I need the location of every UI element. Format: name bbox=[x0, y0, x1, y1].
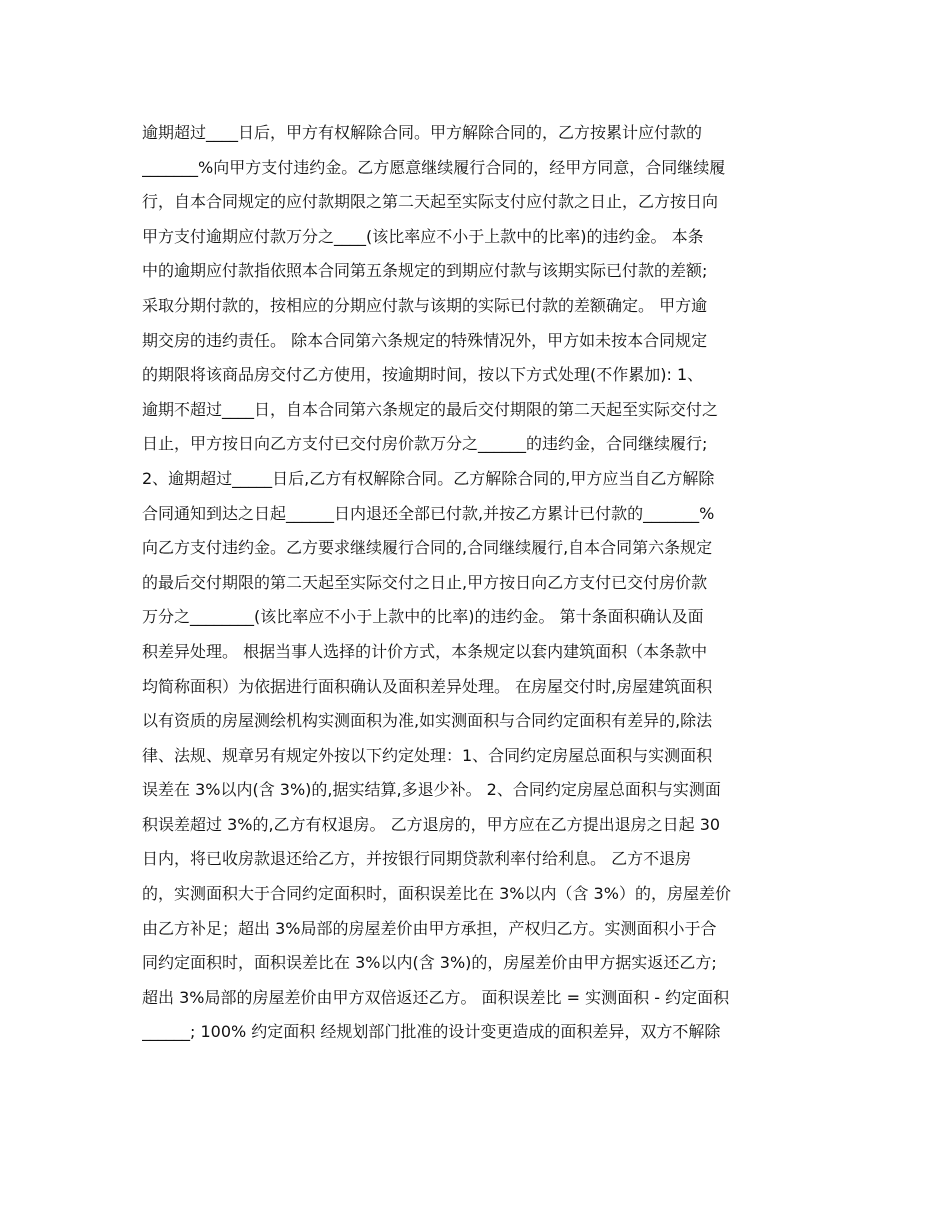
text-line: 日内，将已收房款退还给乙方，并按银行同期贷款利率付给利息。 乙方不退房 bbox=[142, 849, 692, 869]
text-line: 积差异处理。 根据当事人选择的计价方式，本条规定以套内建筑面积（本条款中 bbox=[142, 641, 708, 661]
text-line: 以有资质的房屋测绘机构实测面积为准,如实测面积与合同约定面积有差异的,除法 bbox=[142, 711, 713, 731]
text-line: 日止，甲方按日向乙方支付已交付房价款万分之______的违约金，合同继续履行; bbox=[142, 434, 708, 454]
text-line: 的期限将该商品房交付乙方使用，按逾期时间，按以下方式处理(不作累加): 1、 bbox=[142, 365, 704, 385]
text-line: 行，自本合同规定的应付款期限之第二天起至实际支付应付款之日止，乙方按日向 bbox=[142, 192, 719, 212]
contract-text-body bbox=[142, 116, 814, 1050]
text-line: 期交房的违约责任。 除本合同第六条规定的特殊情况外，甲方如未按本合同规定 bbox=[142, 330, 708, 350]
text-line: 采取分期付款的，按相应的分期应付款与该期的实际已付款的差额确定。 甲方逾 bbox=[142, 295, 708, 315]
text-line: 中的逾期应付款指依照本合同第五条规定的到期应付款与该期实际已付款的差额; bbox=[142, 261, 708, 281]
text-line: 律、法规、规章另有规定外按以下约定处理：1、合同约定房屋总面积与实测面积 bbox=[142, 745, 713, 765]
text-line: 合同通知到达之日起______日内退还全部已付款,并按乙方累计已付款的_______% bbox=[142, 503, 715, 523]
text-line: 逾期不超过____日，自本合同第六条规定的最后交付期限的第二天起至实际交付之 bbox=[142, 399, 719, 419]
text-line: 万分之________(该比率应不小于上款中的比率)的违约金。 第十条面积确认及面 bbox=[142, 607, 704, 627]
text-line: 的最后交付期限的第二天起至实际交付之日止,甲方按日向乙方支付已交付房价款 bbox=[142, 572, 708, 592]
text-line: _______%向甲方支付违约金。乙方愿意继续履行合同的，经甲方同意，合同继续履 bbox=[142, 157, 726, 177]
text-line: 逾期超过____日后，甲方有权解除合同。甲方解除合同的，乙方按累计应付款的 bbox=[142, 123, 703, 142]
text-line: 均简称面积）为依据进行面积确认及面积差异处理。 在房屋交付时,房屋建筑面积 bbox=[142, 676, 713, 696]
text-line: ______; 100% 约定面积 经规划部门批准的设计变更造成的面积差异，双方不解除 bbox=[142, 1022, 721, 1042]
text-line: 2、逾期超过_____日后,乙方有权解除合同。乙方解除合同的,甲方应当自乙方解除 bbox=[142, 468, 715, 488]
text-line: 误差在 3%以内(含 3%)的,据实结算,多退少补。 2、合同约定房屋总面积与实测面 bbox=[142, 780, 721, 800]
text-line: 超出 3%局部的房屋差价由甲方双倍返还乙方。 面积误差比 = 实测面积 - 约定面积 bbox=[142, 987, 730, 1007]
text-line: 由乙方补足；超出 3%局部的房屋差价由甲方承担，产权归乙方。实测面积小于合 bbox=[142, 918, 717, 938]
text-line: 积误差超过 3%的,乙方有权退房。 乙方退房的，甲方应在乙方提出退房之日起 30 bbox=[142, 814, 721, 834]
text-line: 同约定面积时，面积误差比在 3%以内(含 3%)的，房屋差价由甲方据实返还乙方; bbox=[142, 953, 717, 973]
text-line: 的，实测面积大于合同约定面积时，面积误差比在 3%以内（含 3%）的，房屋差价 bbox=[142, 884, 731, 904]
text-line: 向乙方支付违约金。乙方要求继续履行合同的,合同继续履行,自本合同第六条规定 bbox=[142, 538, 713, 558]
text-line: 甲方支付逾期应付款万分之____(该比率应不小于上款中的比率)的违约金。 本条 bbox=[142, 226, 704, 246]
